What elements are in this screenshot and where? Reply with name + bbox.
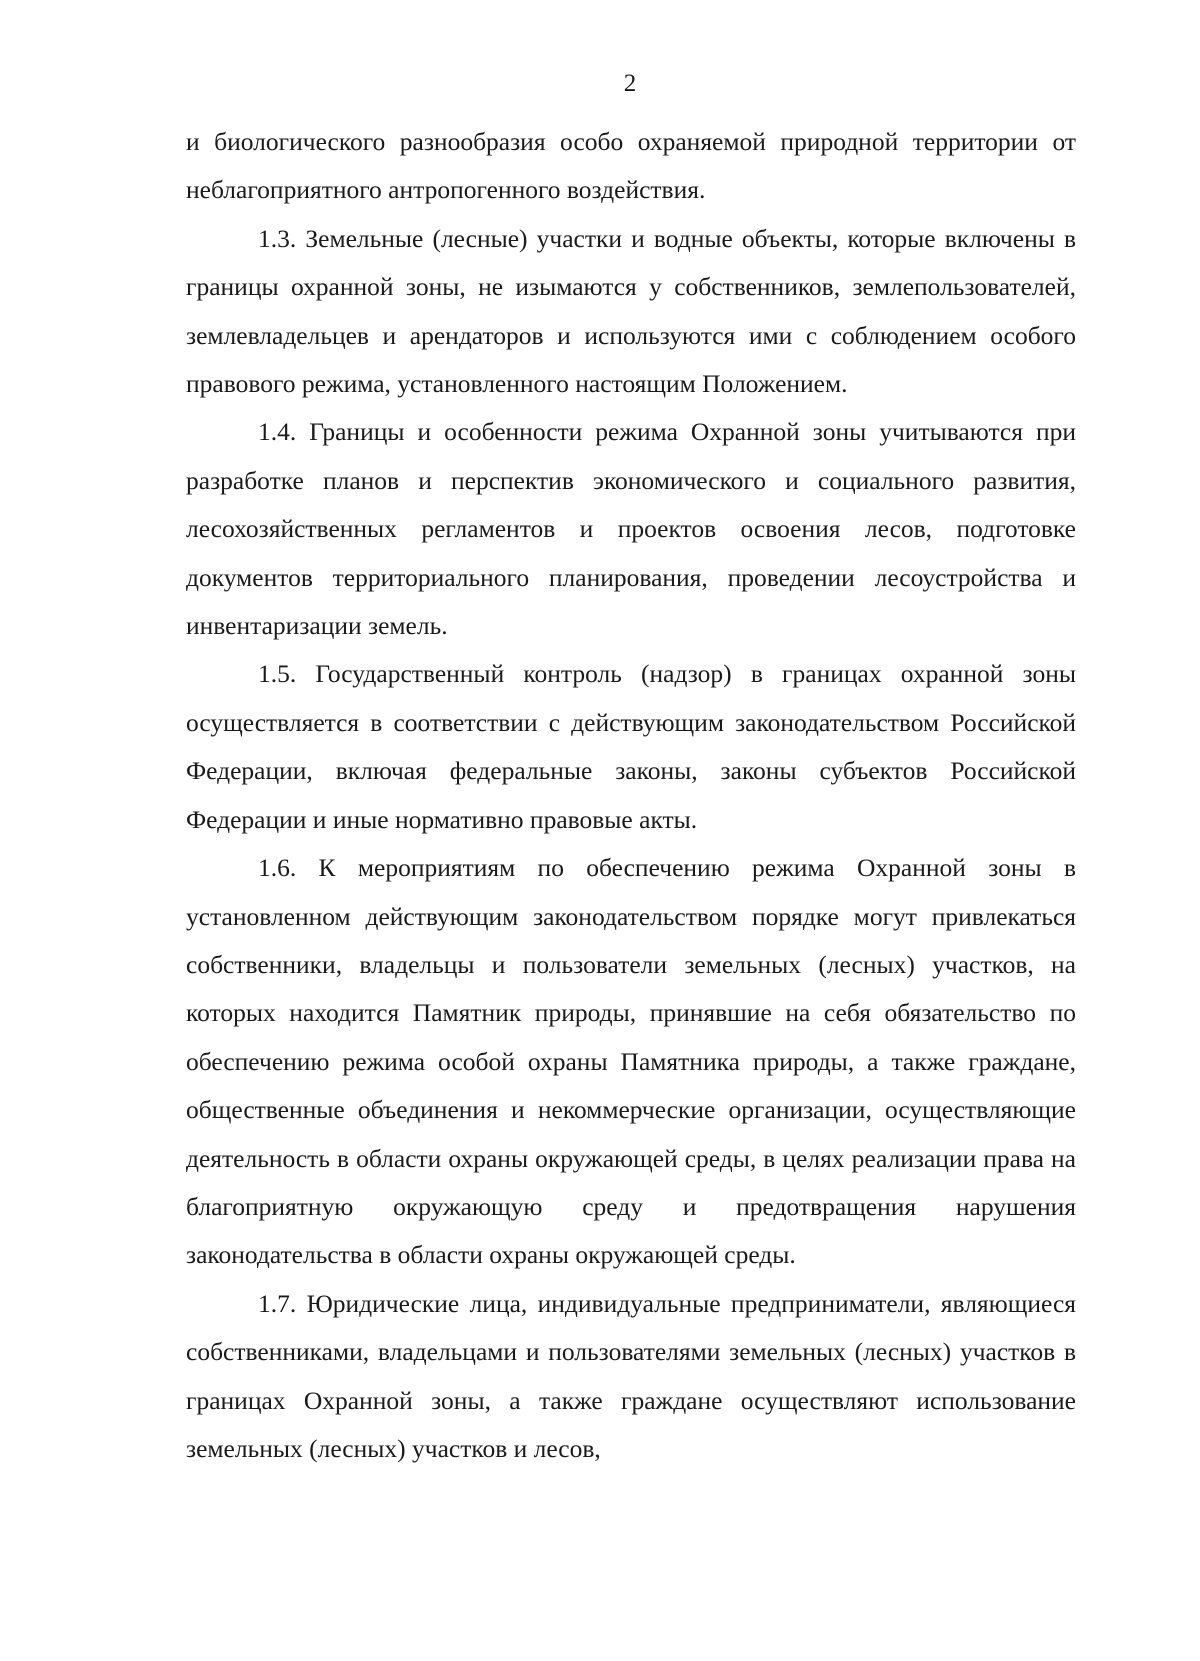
page-number: 2 [623, 70, 637, 97]
paragraph-1-7: 1.7. Юридические лица, индивидуальные предприниматели, являющиеся собственниками, владельцами и пользователями земельных (лесных) участков в границах Охранной зоны, а также граждане осуществляют использование земельных (лесных) участков и лесов, [186, 1288, 1076, 1463]
paragraph-continuation: и биологического разнообразия особо охраняемой природной территории от неблагоприятного антропогенного воздействия. [186, 127, 1076, 205]
paragraph-1-6: 1.6. К мероприятиям по обеспечению режима Охранной зоны в установленном действующим законодательством порядке могут привлекаться собственники, владельцы и пользователи земельных (лесных) участков, на которых находится Памятник природы, принявшие на себя обязательство по обеспечению режима особой охраны Памятника природы, а также граждане, общественные объединения и некоммерческие организации, осуществляющие деятельность в области охраны окружающей среды, в целях реализации права на благоприятную окружающую среду и предотвращения нарушения законодательства в области охраны окружающей среды. [186, 853, 1076, 1270]
paragraph-1-3: 1.3. Земельные (лесные) участки и водные объекты, которые включены в границы охранной зоны, не изымаются у собственников, землепользователей, землевладельцев и арендаторов и используются ими с соблюдением особого правового режима, установленного настоящим Положением. [186, 223, 1076, 399]
document-body [186, 118, 1076, 1473]
paragraph-1-5: 1.5. Государственный контроль (надзор) в границах охранной зоны осуществляется в соответствии с действующим законодательством Российской Федерации, включая федеральные законы, законы субъектов Российской Федерации и иные нормативно правовые акты. [186, 659, 1076, 834]
paragraph-1-4: 1.4. Границы и особенности режима Охранной зоны учитываются при разработке планов и перспектив экономического и социального развития, лесохозяйственных регламентов и проектов освоения лесов, подготовке документов территориального планирования, проведении лесоустройства и инвентаризации земель. [186, 417, 1076, 641]
